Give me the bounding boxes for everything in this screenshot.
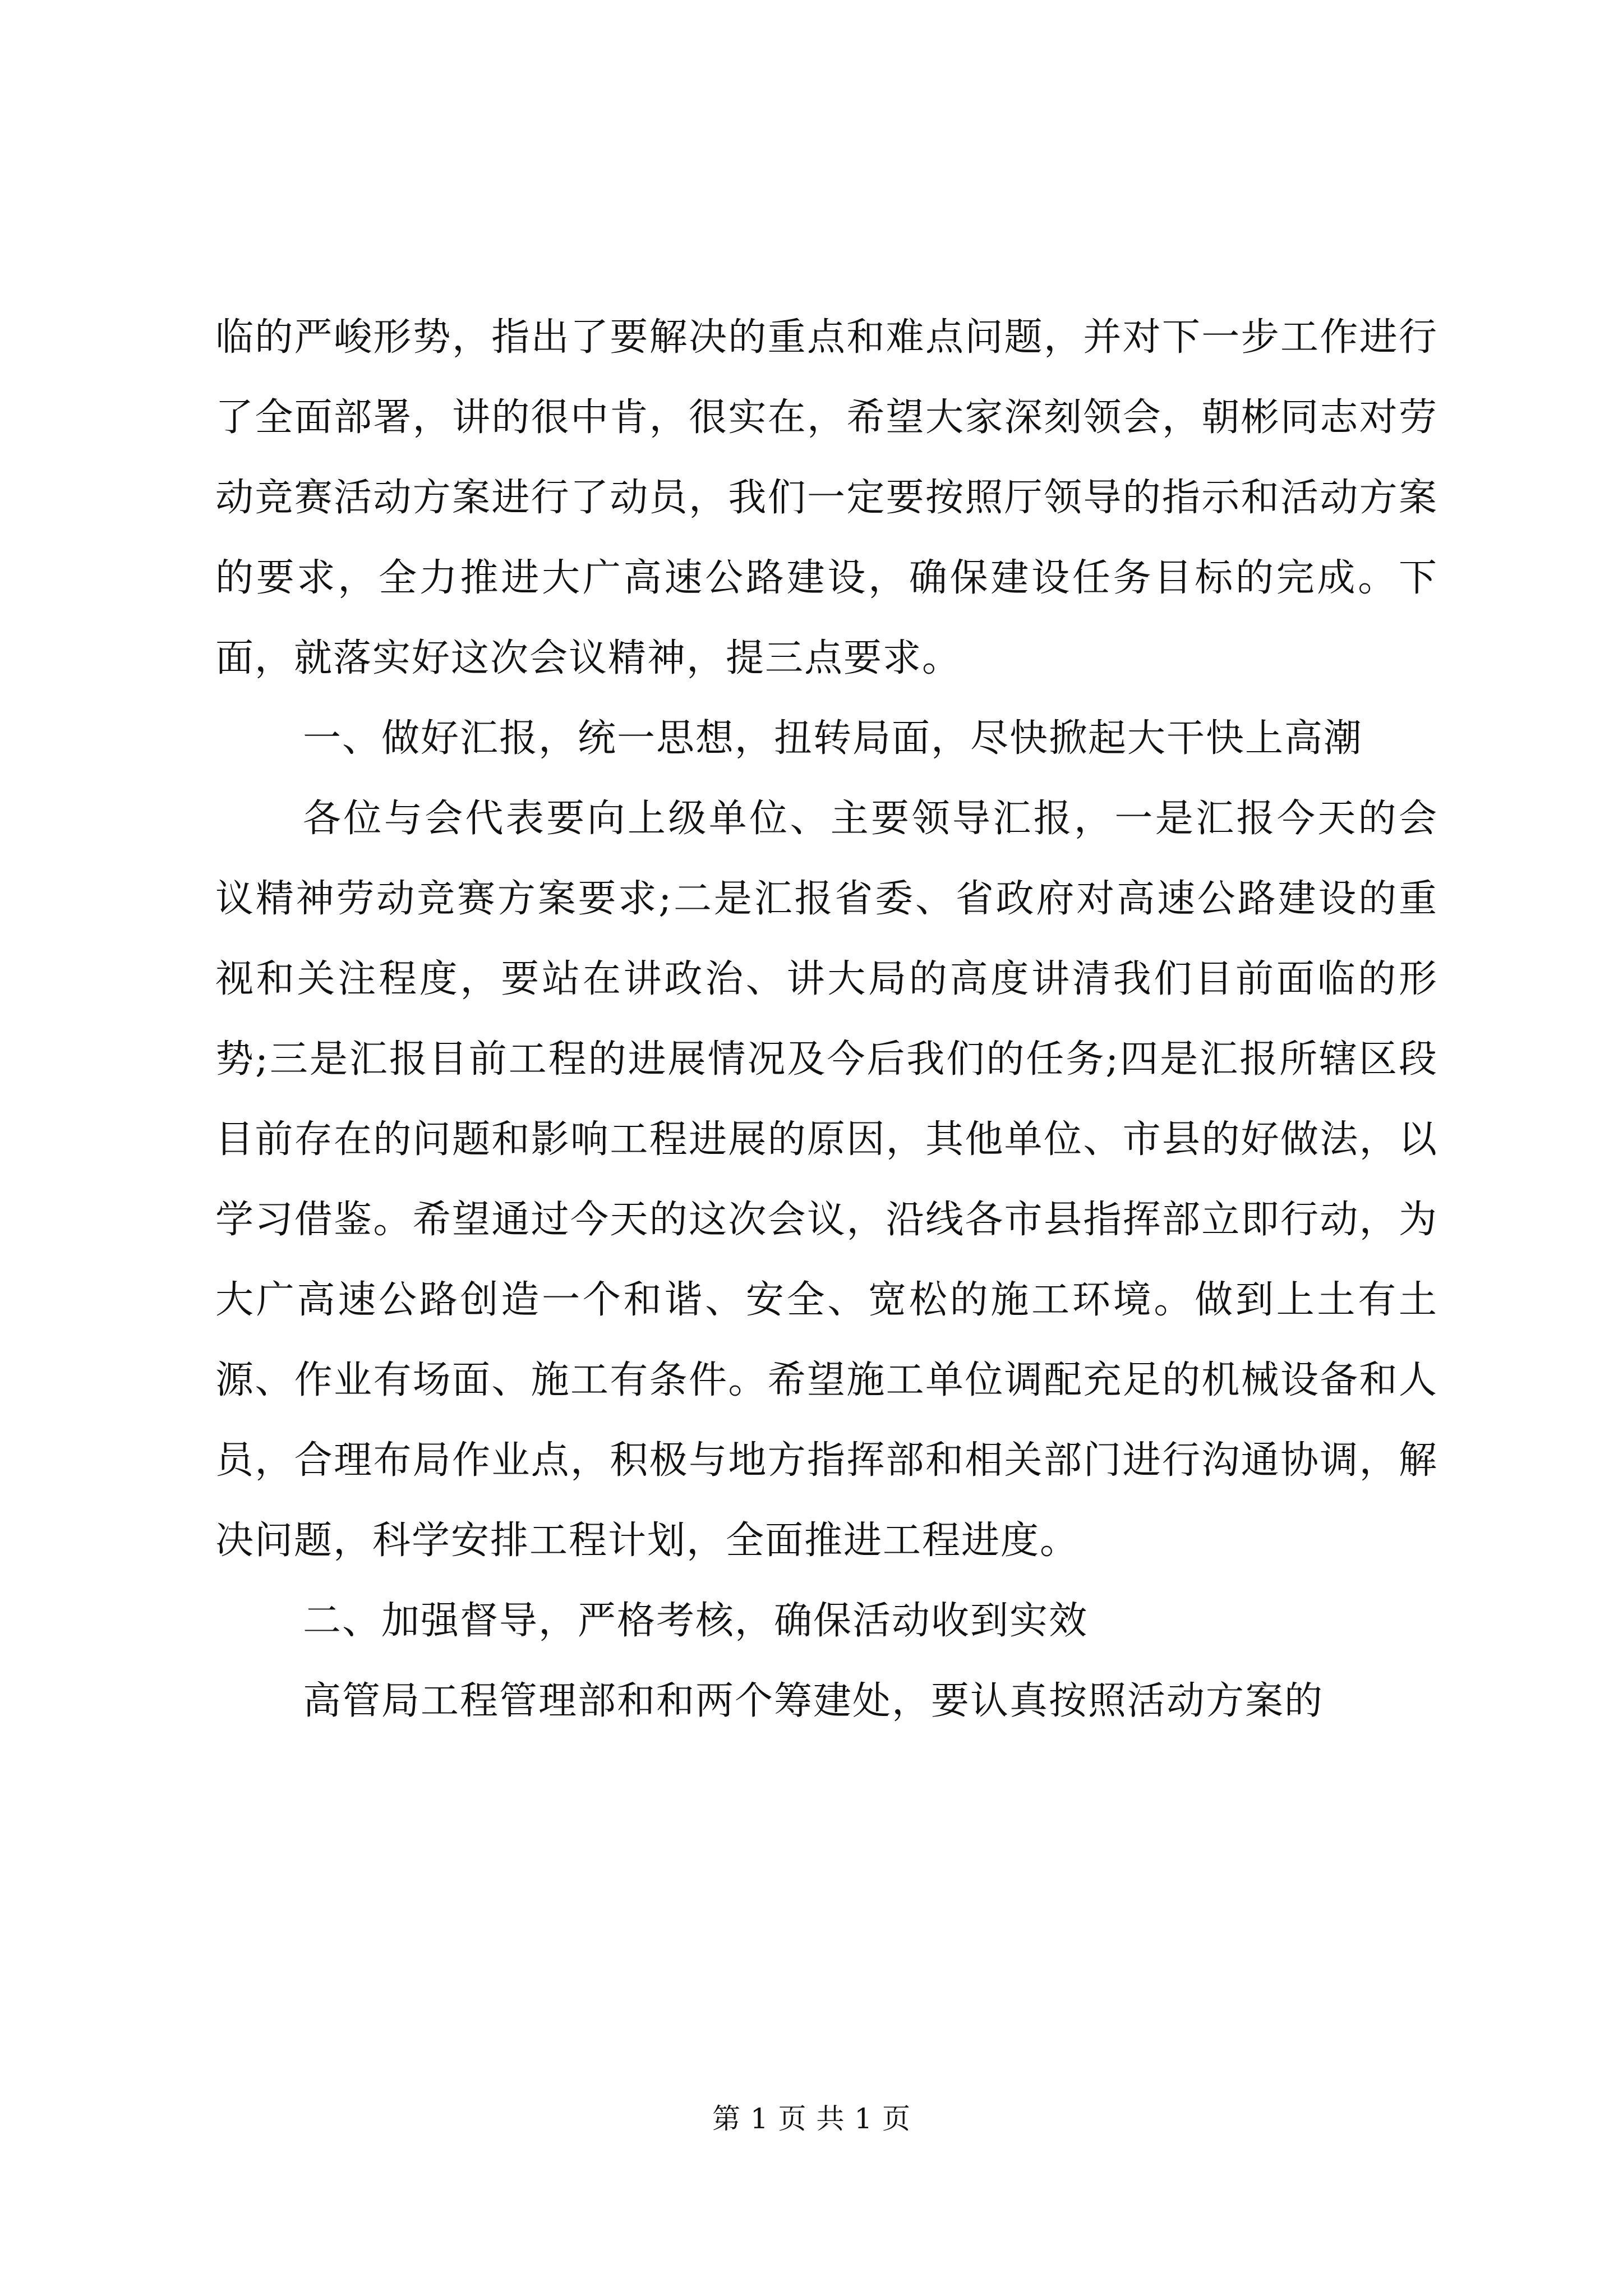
section-heading-1: 一、做好汇报，统一思想，扭转局面，尽快掀起大干快上高潮 [303, 716, 1363, 761]
page-footer: 第 1 页 共 1 页 [712, 2102, 911, 2135]
section-heading-2: 二、加强督导，严格考核，确保活动收到实效 [303, 1599, 1089, 1643]
document-body [215, 297, 1438, 1741]
paragraph-3: 高管局工程管理部和和两个筹建处，要认真按照活动方案的 [303, 1679, 1324, 1723]
paragraph-1: 临的严峻形势，指出了要解决的重点和难点问题，并对下一步工作进行了全面部署，讲的很中肯，很实在，希望大家深刻领会，朝彬同志对劳动竞赛活动方案进行了动员，我们一定要按照厅领导的指示和活动方案的要求，全力推进大广高速公路建设，确保建设任务目标的完成。下面，就落实好这次会议精神，提三点要求。 [215, 315, 1438, 680]
paragraph-2: 各位与会代表要向上级单位、主要领导汇报，一是汇报今天的会议精神劳动竞赛方案要求;二是汇报省委、省政府对高速公路建设的重视和关注程度，要站在讲政治、讲大局的高度讲清我们目前面临的形势;三是汇报目前工程的进展情况及今后我们的任务;四是汇报所辖区段目前存在的问题和影响工程进展的原因，其他单位、市县的好做法，以学习借鉴。希望通过今天的这次会议，沿线各市县指挥部立即行动，为大广高速公路创造一个和谐、安全、宽松的施工环境。做到上土有土源、作业有场面、施工有条件。希望施工单位调配充足的机械设备和人员，合理布局作业点，积极与地方指挥部和相关部门进行沟通协调，解决问题，科学安排工程计划，全面推进工程进度。 [215, 797, 1438, 1563]
